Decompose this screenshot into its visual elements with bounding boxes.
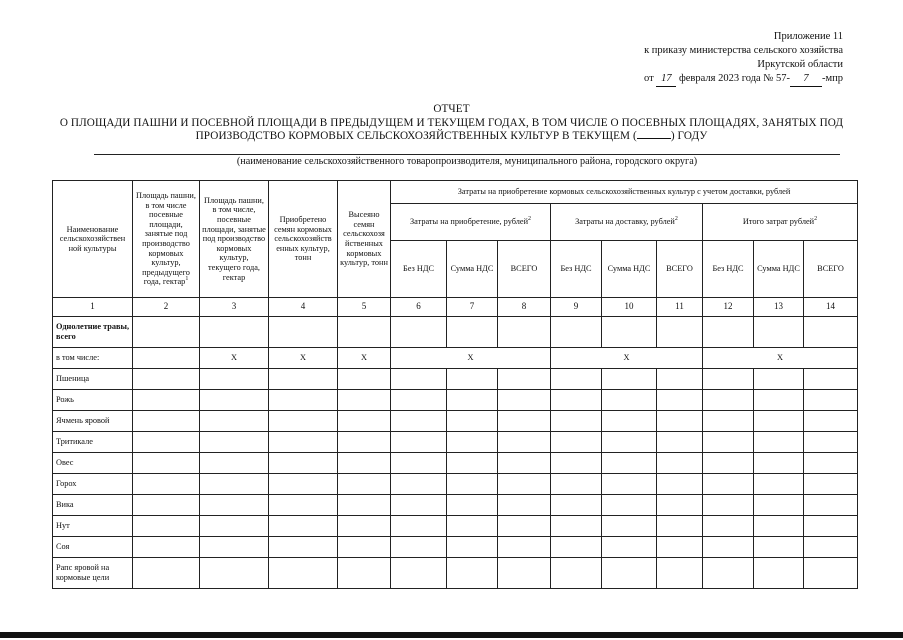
- table-cell[interactable]: [200, 411, 269, 432]
- row-label-peas: Горох: [53, 474, 133, 495]
- producer-name-line[interactable]: [94, 154, 840, 155]
- column-number: 14: [804, 298, 858, 317]
- table-cell[interactable]: [498, 537, 551, 558]
- header-delivery-costs-text: Затраты на доставку, рублей: [575, 217, 675, 227]
- table-cell[interactable]: [447, 411, 498, 432]
- table-cell[interactable]: [391, 432, 447, 453]
- table-row: [53, 348, 858, 369]
- table-cell[interactable]: [754, 432, 804, 453]
- table-cell[interactable]: [602, 411, 657, 432]
- table-cell[interactable]: [602, 516, 657, 537]
- row-label-spring-barley: Ячмень яровой: [53, 411, 133, 432]
- table-cell[interactable]: [447, 516, 498, 537]
- table-cell[interactable]: [551, 432, 602, 453]
- table-cell[interactable]: [269, 453, 338, 474]
- producer-name-caption: (наименование сельскохозяйственного товаропроизводителя, муниципального района, городского округа): [236, 156, 698, 167]
- table-cell[interactable]: [804, 558, 858, 589]
- table-cell[interactable]: [391, 537, 447, 558]
- table-cell[interactable]: [602, 537, 657, 558]
- table-cell[interactable]: [269, 411, 338, 432]
- table-cell[interactable]: [338, 516, 391, 537]
- table-cell[interactable]: [447, 453, 498, 474]
- date-suffix: -мпр: [821, 73, 843, 84]
- table-cell[interactable]: [447, 317, 498, 348]
- table-cell[interactable]: [338, 390, 391, 411]
- row-label-chickpea: Нут: [53, 516, 133, 537]
- table-cell[interactable]: [498, 474, 551, 495]
- column-number: 4: [269, 298, 338, 317]
- table-cell[interactable]: [133, 432, 200, 453]
- table-cell[interactable]: [602, 495, 657, 516]
- table-cell[interactable]: [269, 390, 338, 411]
- table-cell[interactable]: [269, 317, 338, 348]
- row-label-spring-rapeseed: Рапс яровой на кормовые цели: [53, 558, 133, 589]
- table-cell[interactable]: [133, 558, 200, 589]
- table-cell[interactable]: [133, 495, 200, 516]
- table-cell[interactable]: [754, 558, 804, 589]
- header-no-vat: Без НДС: [551, 241, 602, 298]
- table-cell[interactable]: [391, 317, 447, 348]
- table-cell[interactable]: [551, 411, 602, 432]
- table-cell[interactable]: [657, 474, 703, 495]
- title-line-3: [40, 130, 863, 144]
- table-row: [53, 537, 858, 558]
- table-row: [53, 474, 858, 495]
- column-number: 1: [53, 298, 133, 317]
- table-cell[interactable]: [133, 369, 200, 390]
- table-cell[interactable]: [200, 474, 269, 495]
- table-cell[interactable]: [804, 453, 858, 474]
- cross-mark: X: [200, 348, 269, 369]
- column-number: 3: [200, 298, 269, 317]
- cross-mark: X: [551, 348, 703, 369]
- table-cell[interactable]: [133, 474, 200, 495]
- table-cell[interactable]: [804, 474, 858, 495]
- table-cell[interactable]: [498, 390, 551, 411]
- table-cell[interactable]: [200, 495, 269, 516]
- header-no-vat: Без НДС: [703, 241, 754, 298]
- table-cell[interactable]: [804, 390, 858, 411]
- column-number: 12: [703, 298, 754, 317]
- table-cell[interactable]: [657, 537, 703, 558]
- table-row: [53, 453, 858, 474]
- table-cell[interactable]: [657, 390, 703, 411]
- row-label-soy: Соя: [53, 537, 133, 558]
- table-cell[interactable]: [703, 432, 754, 453]
- table-cell[interactable]: [551, 537, 602, 558]
- footnote-2-mark: 2: [674, 216, 678, 223]
- header-area-prev-year-text: Площадь пашни, в том числе посевные площади, занятые под производство кормовых культур, предыдущего года, гектар: [136, 191, 196, 287]
- table-cell[interactable]: [551, 317, 602, 348]
- table-cell[interactable]: [804, 432, 858, 453]
- table-cell[interactable]: [657, 453, 703, 474]
- table-cell[interactable]: [338, 317, 391, 348]
- table-cell[interactable]: [391, 516, 447, 537]
- table-cell[interactable]: [133, 411, 200, 432]
- header-crop-name: Наименование сельскохозяйствен ной культуры: [53, 181, 133, 298]
- table-cell[interactable]: [133, 537, 200, 558]
- row-label-wheat: Пшеница: [53, 369, 133, 390]
- header-vat-amount: Сумма НДС: [754, 241, 804, 298]
- table-cell[interactable]: [338, 474, 391, 495]
- table-row: [53, 432, 858, 453]
- table-cell[interactable]: [447, 474, 498, 495]
- table-cell[interactable]: [269, 537, 338, 558]
- appendix-region: Иркутской области: [757, 59, 843, 70]
- table-cell[interactable]: [498, 317, 551, 348]
- table-cell[interactable]: [754, 369, 804, 390]
- table-cell[interactable]: [602, 453, 657, 474]
- header-total: ВСЕГО: [498, 241, 551, 298]
- column-number: 10: [602, 298, 657, 317]
- footnote-1-mark: 1: [185, 276, 189, 283]
- title-line-2: О ПЛОЩАДИ ПАШНИ И ПОСЕВНОЙ ПЛОЩАДИ В ПРЕДЫДУЩЕМ И ТЕКУЩЕМ ГОДАХ, В ТОМ ЧИСЛЕ О ПОСЕВНЫХ ПЛОЩАДЯХ, ЗАНЯТЫХ ПОД: [59, 116, 844, 129]
- appendix-order-ref: к приказу министерства сельского хозяйства: [644, 45, 843, 56]
- table-cell[interactable]: [551, 453, 602, 474]
- table-cell[interactable]: [269, 558, 338, 589]
- table-cell[interactable]: [447, 369, 498, 390]
- table-cell[interactable]: [338, 495, 391, 516]
- table-cell[interactable]: [391, 390, 447, 411]
- column-number: 13: [754, 298, 804, 317]
- table-cell[interactable]: [269, 369, 338, 390]
- table-cell[interactable]: [498, 411, 551, 432]
- table-cell[interactable]: [804, 495, 858, 516]
- table-cell[interactable]: [338, 537, 391, 558]
- table-cell[interactable]: [602, 390, 657, 411]
- report-table: [52, 180, 858, 589]
- table-cell[interactable]: [754, 474, 804, 495]
- column-number: 2: [133, 298, 200, 317]
- table-cell[interactable]: [338, 411, 391, 432]
- table-cell[interactable]: [338, 453, 391, 474]
- table-cell[interactable]: [551, 516, 602, 537]
- table-cell[interactable]: [703, 317, 754, 348]
- table-cell[interactable]: [754, 317, 804, 348]
- table-cell[interactable]: [447, 390, 498, 411]
- table-cell[interactable]: [657, 411, 703, 432]
- table-cell[interactable]: [447, 495, 498, 516]
- table-cell[interactable]: [200, 516, 269, 537]
- cross-mark: X: [269, 348, 338, 369]
- table-cell[interactable]: [657, 495, 703, 516]
- table-cell[interactable]: [200, 453, 269, 474]
- scan-bottom-edge: [0, 632, 903, 638]
- table-cell[interactable]: [657, 317, 703, 348]
- table-cell[interactable]: [269, 516, 338, 537]
- title-line-1: ОТЧЕТ: [433, 103, 470, 115]
- title-line-3-end: ) ГОДУ: [670, 130, 708, 142]
- table-cell[interactable]: [498, 432, 551, 453]
- order-number: 7: [790, 72, 822, 87]
- table-cell[interactable]: [133, 390, 200, 411]
- table-cell[interactable]: [703, 537, 754, 558]
- table-cell[interactable]: [391, 453, 447, 474]
- table-row: [53, 369, 858, 390]
- table-cell[interactable]: [133, 516, 200, 537]
- header-vat-amount: Сумма НДС: [602, 241, 657, 298]
- appendix-number: Приложение 11: [773, 31, 843, 42]
- table-row: [53, 411, 858, 432]
- table-cell[interactable]: [391, 558, 447, 589]
- table-cell[interactable]: [804, 537, 858, 558]
- column-number: 8: [498, 298, 551, 317]
- table-row: [53, 495, 858, 516]
- table-cell[interactable]: [391, 411, 447, 432]
- table-cell[interactable]: [703, 390, 754, 411]
- table-cell[interactable]: [133, 348, 200, 369]
- table-cell[interactable]: [754, 516, 804, 537]
- header-area-prev-year: [133, 181, 200, 298]
- table-cell[interactable]: [391, 495, 447, 516]
- header-costs-group: Затраты на приобретение кормовых сельскохозяйственных культур с учетом доставки, рублей: [391, 181, 858, 204]
- table-row: [53, 558, 858, 589]
- appendix-date-line: [523, 72, 843, 87]
- table-cell[interactable]: [498, 495, 551, 516]
- table-cell[interactable]: [703, 453, 754, 474]
- table-cell[interactable]: [602, 474, 657, 495]
- table-cell[interactable]: [754, 537, 804, 558]
- table-cell[interactable]: [703, 411, 754, 432]
- table-cell[interactable]: [391, 474, 447, 495]
- header-total-costs-text: Итого затрат рублей: [742, 217, 815, 227]
- table-cell[interactable]: [551, 390, 602, 411]
- column-number: 11: [657, 298, 703, 317]
- table-cell[interactable]: [754, 390, 804, 411]
- header-total-costs: [703, 204, 858, 241]
- table-cell[interactable]: [447, 537, 498, 558]
- table-cell[interactable]: [657, 369, 703, 390]
- header-total: ВСЕГО: [804, 241, 858, 298]
- cross-mark: X: [703, 348, 858, 369]
- column-number: 9: [551, 298, 602, 317]
- table-row: [53, 516, 858, 537]
- header-total: ВСЕГО: [657, 241, 703, 298]
- header-seeds-purchased: Приобретено семян кормовых сельскохозяйств енных культур, тонн: [269, 181, 338, 298]
- table-cell[interactable]: [391, 369, 447, 390]
- table-cell[interactable]: [551, 558, 602, 589]
- table-cell[interactable]: [602, 369, 657, 390]
- table-cell[interactable]: [703, 495, 754, 516]
- table-cell[interactable]: [338, 558, 391, 589]
- table-cell[interactable]: [804, 369, 858, 390]
- table-cell[interactable]: [498, 453, 551, 474]
- column-number: 7: [447, 298, 498, 317]
- cross-mark: X: [391, 348, 551, 369]
- header-no-vat: Без НДС: [391, 241, 447, 298]
- appendix-header: [523, 30, 843, 87]
- table-cell[interactable]: [657, 558, 703, 589]
- table-cell[interactable]: [269, 474, 338, 495]
- header-area-current-year: Площадь пашни, в том числе, посевные площади, занятые под производство кормовых культур, текущего года, гектар: [200, 181, 269, 298]
- table-cell[interactable]: [657, 432, 703, 453]
- header-vat-amount: Сумма НДС: [447, 241, 498, 298]
- footnote-2-mark: 2: [814, 216, 818, 223]
- table-cell[interactable]: [200, 558, 269, 589]
- table-cell[interactable]: [657, 516, 703, 537]
- table-cell[interactable]: [338, 432, 391, 453]
- table-cell[interactable]: [269, 495, 338, 516]
- table-cell[interactable]: [754, 411, 804, 432]
- header-purchase-costs: [391, 204, 551, 241]
- row-label-rye: Рожь: [53, 390, 133, 411]
- table-cell[interactable]: [133, 453, 200, 474]
- table-cell[interactable]: [754, 453, 804, 474]
- footnote-2-mark: 2: [528, 216, 532, 223]
- table-cell[interactable]: [703, 516, 754, 537]
- table-cell[interactable]: [703, 558, 754, 589]
- table-cell[interactable]: [551, 495, 602, 516]
- table-cell[interactable]: [602, 432, 657, 453]
- table-cell[interactable]: [703, 474, 754, 495]
- table-cell[interactable]: [200, 390, 269, 411]
- table-cell[interactable]: [804, 317, 858, 348]
- table-cell[interactable]: [200, 432, 269, 453]
- table-cell[interactable]: [200, 369, 269, 390]
- table-cell[interactable]: [447, 432, 498, 453]
- table-cell[interactable]: [200, 537, 269, 558]
- date-day: 17: [656, 72, 676, 87]
- header-seeds-sown: Высеяно семян сельскохозя йственных кормовых культур, тонн: [338, 181, 391, 298]
- table-cell[interactable]: [498, 369, 551, 390]
- table-cell[interactable]: [551, 369, 602, 390]
- table-cell[interactable]: [602, 317, 657, 348]
- row-label-vetch: Вика: [53, 495, 133, 516]
- table-cell[interactable]: [804, 411, 858, 432]
- date-prefix: от: [644, 73, 654, 84]
- table-cell[interactable]: [133, 317, 200, 348]
- header-delivery-costs: [551, 204, 703, 241]
- row-label-oats: Овес: [53, 453, 133, 474]
- year-blank[interactable]: [637, 138, 671, 139]
- table-cell[interactable]: [338, 369, 391, 390]
- table-cell[interactable]: [703, 369, 754, 390]
- table-cell[interactable]: [602, 558, 657, 589]
- row-label-including: в том числе:: [53, 348, 133, 369]
- table-cell[interactable]: [200, 317, 269, 348]
- report-title: [40, 103, 863, 144]
- table-cell[interactable]: [498, 516, 551, 537]
- row-label-annual-grasses: Однолетние травы, всего: [53, 317, 133, 348]
- table-cell[interactable]: [269, 432, 338, 453]
- table-row: [53, 317, 858, 348]
- row-label-triticale: Тритикале: [53, 432, 133, 453]
- table-cell[interactable]: [754, 495, 804, 516]
- column-numbers-row: [53, 298, 858, 317]
- table-cell[interactable]: [498, 558, 551, 589]
- table-row: [53, 390, 858, 411]
- header-purchase-costs-text: Затраты на приобретение, рублей: [409, 217, 529, 227]
- table-cell[interactable]: [551, 474, 602, 495]
- date-middle: февраля 2023 года № 57-: [678, 73, 790, 84]
- title-line-3-start: ПРОИЗВОДСТВО КОРМОВЫХ СЕЛЬСКОХОЗЯЙСТВЕННЫХ КУЛЬТУР В ТЕКУЩЕМ (: [195, 130, 637, 142]
- table-cell[interactable]: [447, 558, 498, 589]
- table-cell[interactable]: [804, 516, 858, 537]
- cross-mark: X: [338, 348, 391, 369]
- column-number: 6: [391, 298, 447, 317]
- column-number: 5: [338, 298, 391, 317]
